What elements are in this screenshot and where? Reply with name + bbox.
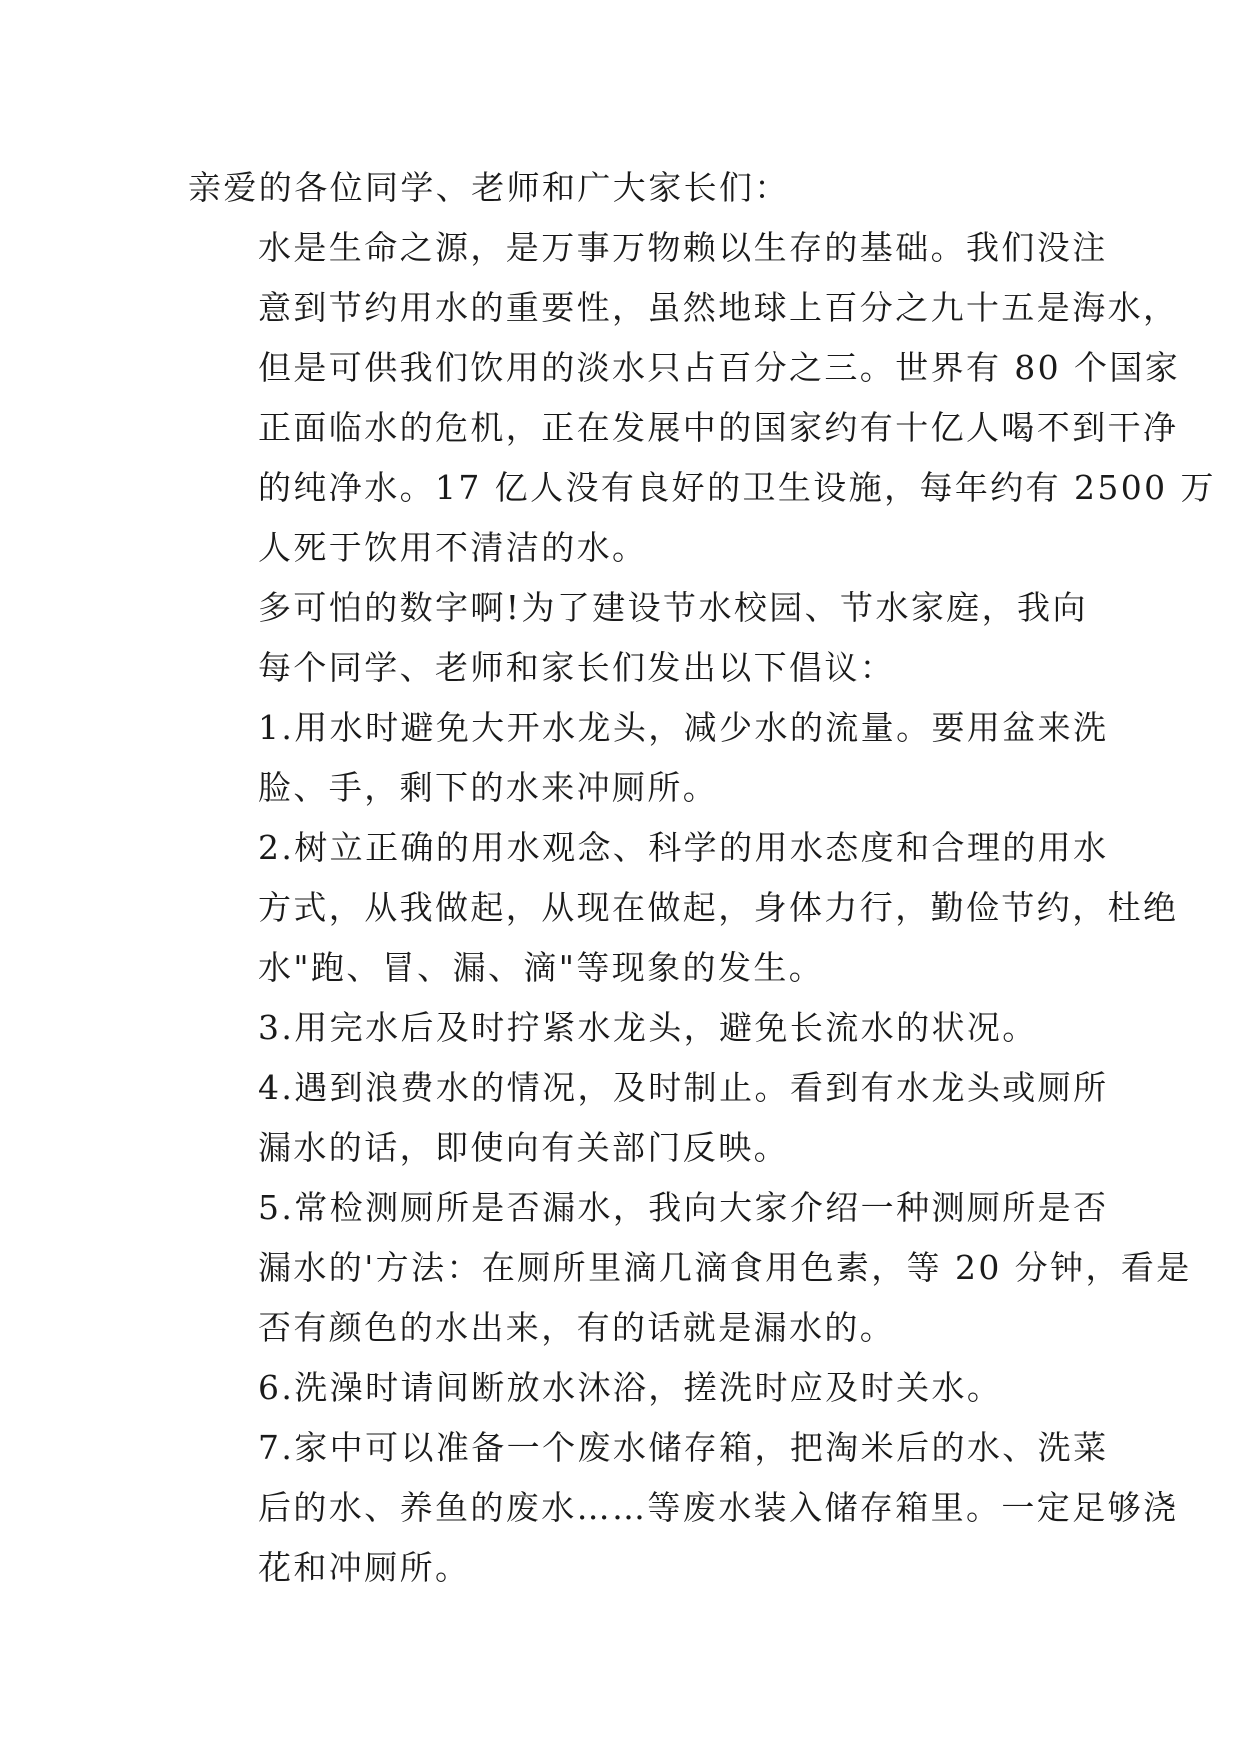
text-line: 2.树立正确的用水观念、科学的用水态度和合理的用水 [258, 828, 1109, 867]
text-line: 的纯净水。17 亿人没有良好的卫生设施，每年约有 2500 万 [258, 468, 1216, 507]
text-line: 漏水的话，即使向有关部门反映。 [258, 1128, 789, 1167]
text-line: 后的水、养鱼的废水……等废水装入储存箱里。一定足够浇 [258, 1488, 1179, 1527]
document-body [188, 158, 1216, 1598]
proposal-item-6 [188, 1358, 1068, 1418]
text-line: 5.常检测厕所是否漏水，我向大家介绍一种测厕所是否 [258, 1188, 1109, 1227]
text-line: 花和冲厕所。 [258, 1548, 471, 1587]
text-line: 3.用完水后及时拧紧水龙头，避免长流水的状况。 [258, 1008, 1038, 1047]
text-line: 每个同学、老师和家长们发出以下倡议： [258, 648, 896, 687]
call-paragraph [188, 578, 1088, 698]
text-line: 方式，从我做起，从现在做起，身体力行，勤俭节约，杜绝 [258, 888, 1179, 927]
proposal-item-3 [188, 998, 1068, 1058]
proposal-item-4 [188, 1058, 1109, 1178]
proposal-item-1 [188, 698, 1109, 818]
text-line: 漏水的'方法：在厕所里滴几滴食用色素，等 20 分钟，看是 [258, 1248, 1192, 1287]
text-line: 多可怕的数字啊!为了建设节水校园、节水家庭，我向 [258, 588, 1088, 627]
proposal-item-7 [188, 1418, 1179, 1598]
text-line: 6.洗澡时请间断放水沐浴，搓洗时应及时关水。 [258, 1368, 1003, 1407]
intro-paragraph [188, 218, 1216, 578]
text-line: 意到节约用水的重要性，虽然地球上百分之九十五是海水， [258, 288, 1179, 327]
text-line: 水是生命之源，是万事万物赖以生存的基础。我们没注 [258, 228, 1108, 267]
greeting-paragraph [188, 158, 1068, 218]
text-line: 正面临水的危机，正在发展中的国家约有十亿人喝不到干净 [258, 408, 1179, 447]
proposal-item-5 [188, 1178, 1192, 1358]
proposal-item-2 [188, 818, 1179, 998]
text-line: 4.遇到浪费水的情况，及时制止。看到有水龙头或厕所 [258, 1068, 1109, 1107]
text-line: 但是可供我们饮用的淡水只占百分之三。世界有 80 个国家 [258, 348, 1181, 387]
text-line: 7.家中可以准备一个废水储存箱，把淘米后的水、洗菜 [258, 1428, 1109, 1467]
text-line: 脸、手，剩下的水来冲厕所。 [258, 768, 719, 807]
text-line: 否有颜色的水出来，有的话就是漏水的。 [258, 1308, 896, 1347]
text-line: 水"跑、冒、漏、滴"等现象的发生。 [258, 948, 825, 987]
text-line: 亲爱的各位同学、老师和广大家长们： [188, 168, 790, 207]
text-line: 1.用水时避免大开水龙头，减少水的流量。要用盆来洗 [258, 708, 1109, 747]
text-line: 人死于饮用不清洁的水。 [258, 528, 648, 567]
